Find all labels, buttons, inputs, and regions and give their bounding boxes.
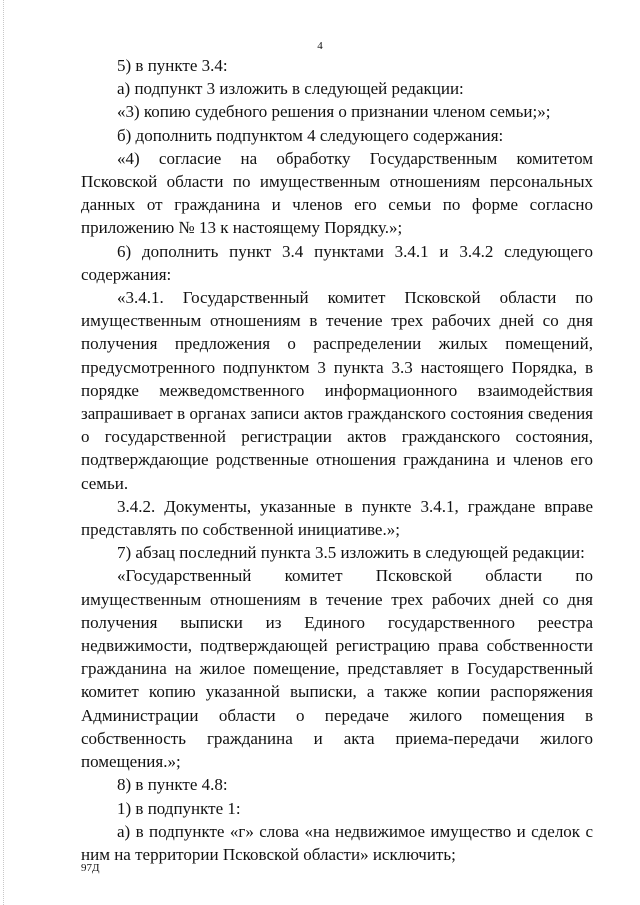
- paragraph-quote-3: «3) копию судебного решения о признании членом семьи;»;: [117, 102, 551, 122]
- paragraph-subitem-b: б) дополнить подпунктом 4 следующего содержания:: [117, 125, 504, 145]
- page-left-edge: [3, 0, 4, 905]
- paragraph-item-6: 6) дополнить пункт 3.4 пунктами 3.4.1 и 3.4.2 следующего содержания:: [81, 241, 593, 284]
- paragraph-quote-4: «4) согласие на обработку Государственным комитетом Псковской области по имущественным отношениям персональных данных от гражданина и членов его семьи по форме согласно приложению № 13 к настоящему Порядку.»;: [81, 148, 593, 238]
- paragraph-clause-3-4-1: «3.4.1. Государственный комитет Псковской области по имущественным отношениям в течение трех рабочих дней со дня получения предложения о распределении жилых помещений, предусмотренного подпунктом 3 пункта 3.3 настоящего Порядка, в порядке межведомственного информационного взаимодействия запрашивает в органах записи актов гражданского состояния сведения о государственной регистрации актов гражданского состояния, подтверждающие родственные отношения гражданина и членов его семьи.: [81, 288, 593, 493]
- paragraph-item-8: 8) в пункте 4.8:: [117, 775, 228, 795]
- paragraph-subitem-1: 1) в подпункте 1:: [117, 798, 241, 818]
- paragraph-subitem-a-g: а) в подпункте «г» слова «на недвижимое имущество и сделок с ним на территории Псковской области» исключить;: [81, 821, 593, 864]
- page-number: 4: [317, 40, 323, 52]
- paragraph-item-7: 7) абзац последний пункта 3.5 изложить в следующей редакции:: [117, 543, 585, 563]
- paragraph-clause-3-4-2: 3.4.2. Документы, указанные в пункте 3.4.1, граждане вправе представлять по собственной инициативе.»;: [81, 496, 593, 540]
- document-body: [81, 54, 593, 866]
- document-code: 97Д: [81, 862, 100, 874]
- paragraph-subitem-a: а) подпункт 3 изложить в следующей редакции:: [117, 79, 464, 99]
- paragraph-item-5: 5) в пункте 3.4:: [117, 56, 228, 75]
- paragraph-quote-3-5: «Государственный комитет Псковской области по имущественным отношениям в течение трех рабочих дней со дня получения выписки из Единого государственного реестра недвижимости, подтверждающей регистрацию права собственности гражданина на жилое помещение, представляет в Государственный комитет копию указанной выписки, а также копии распоряжения Администрации области о передаче жилого помещения в собственность гражданина и акта приема-передачи жилого помещения.»;: [81, 566, 593, 772]
